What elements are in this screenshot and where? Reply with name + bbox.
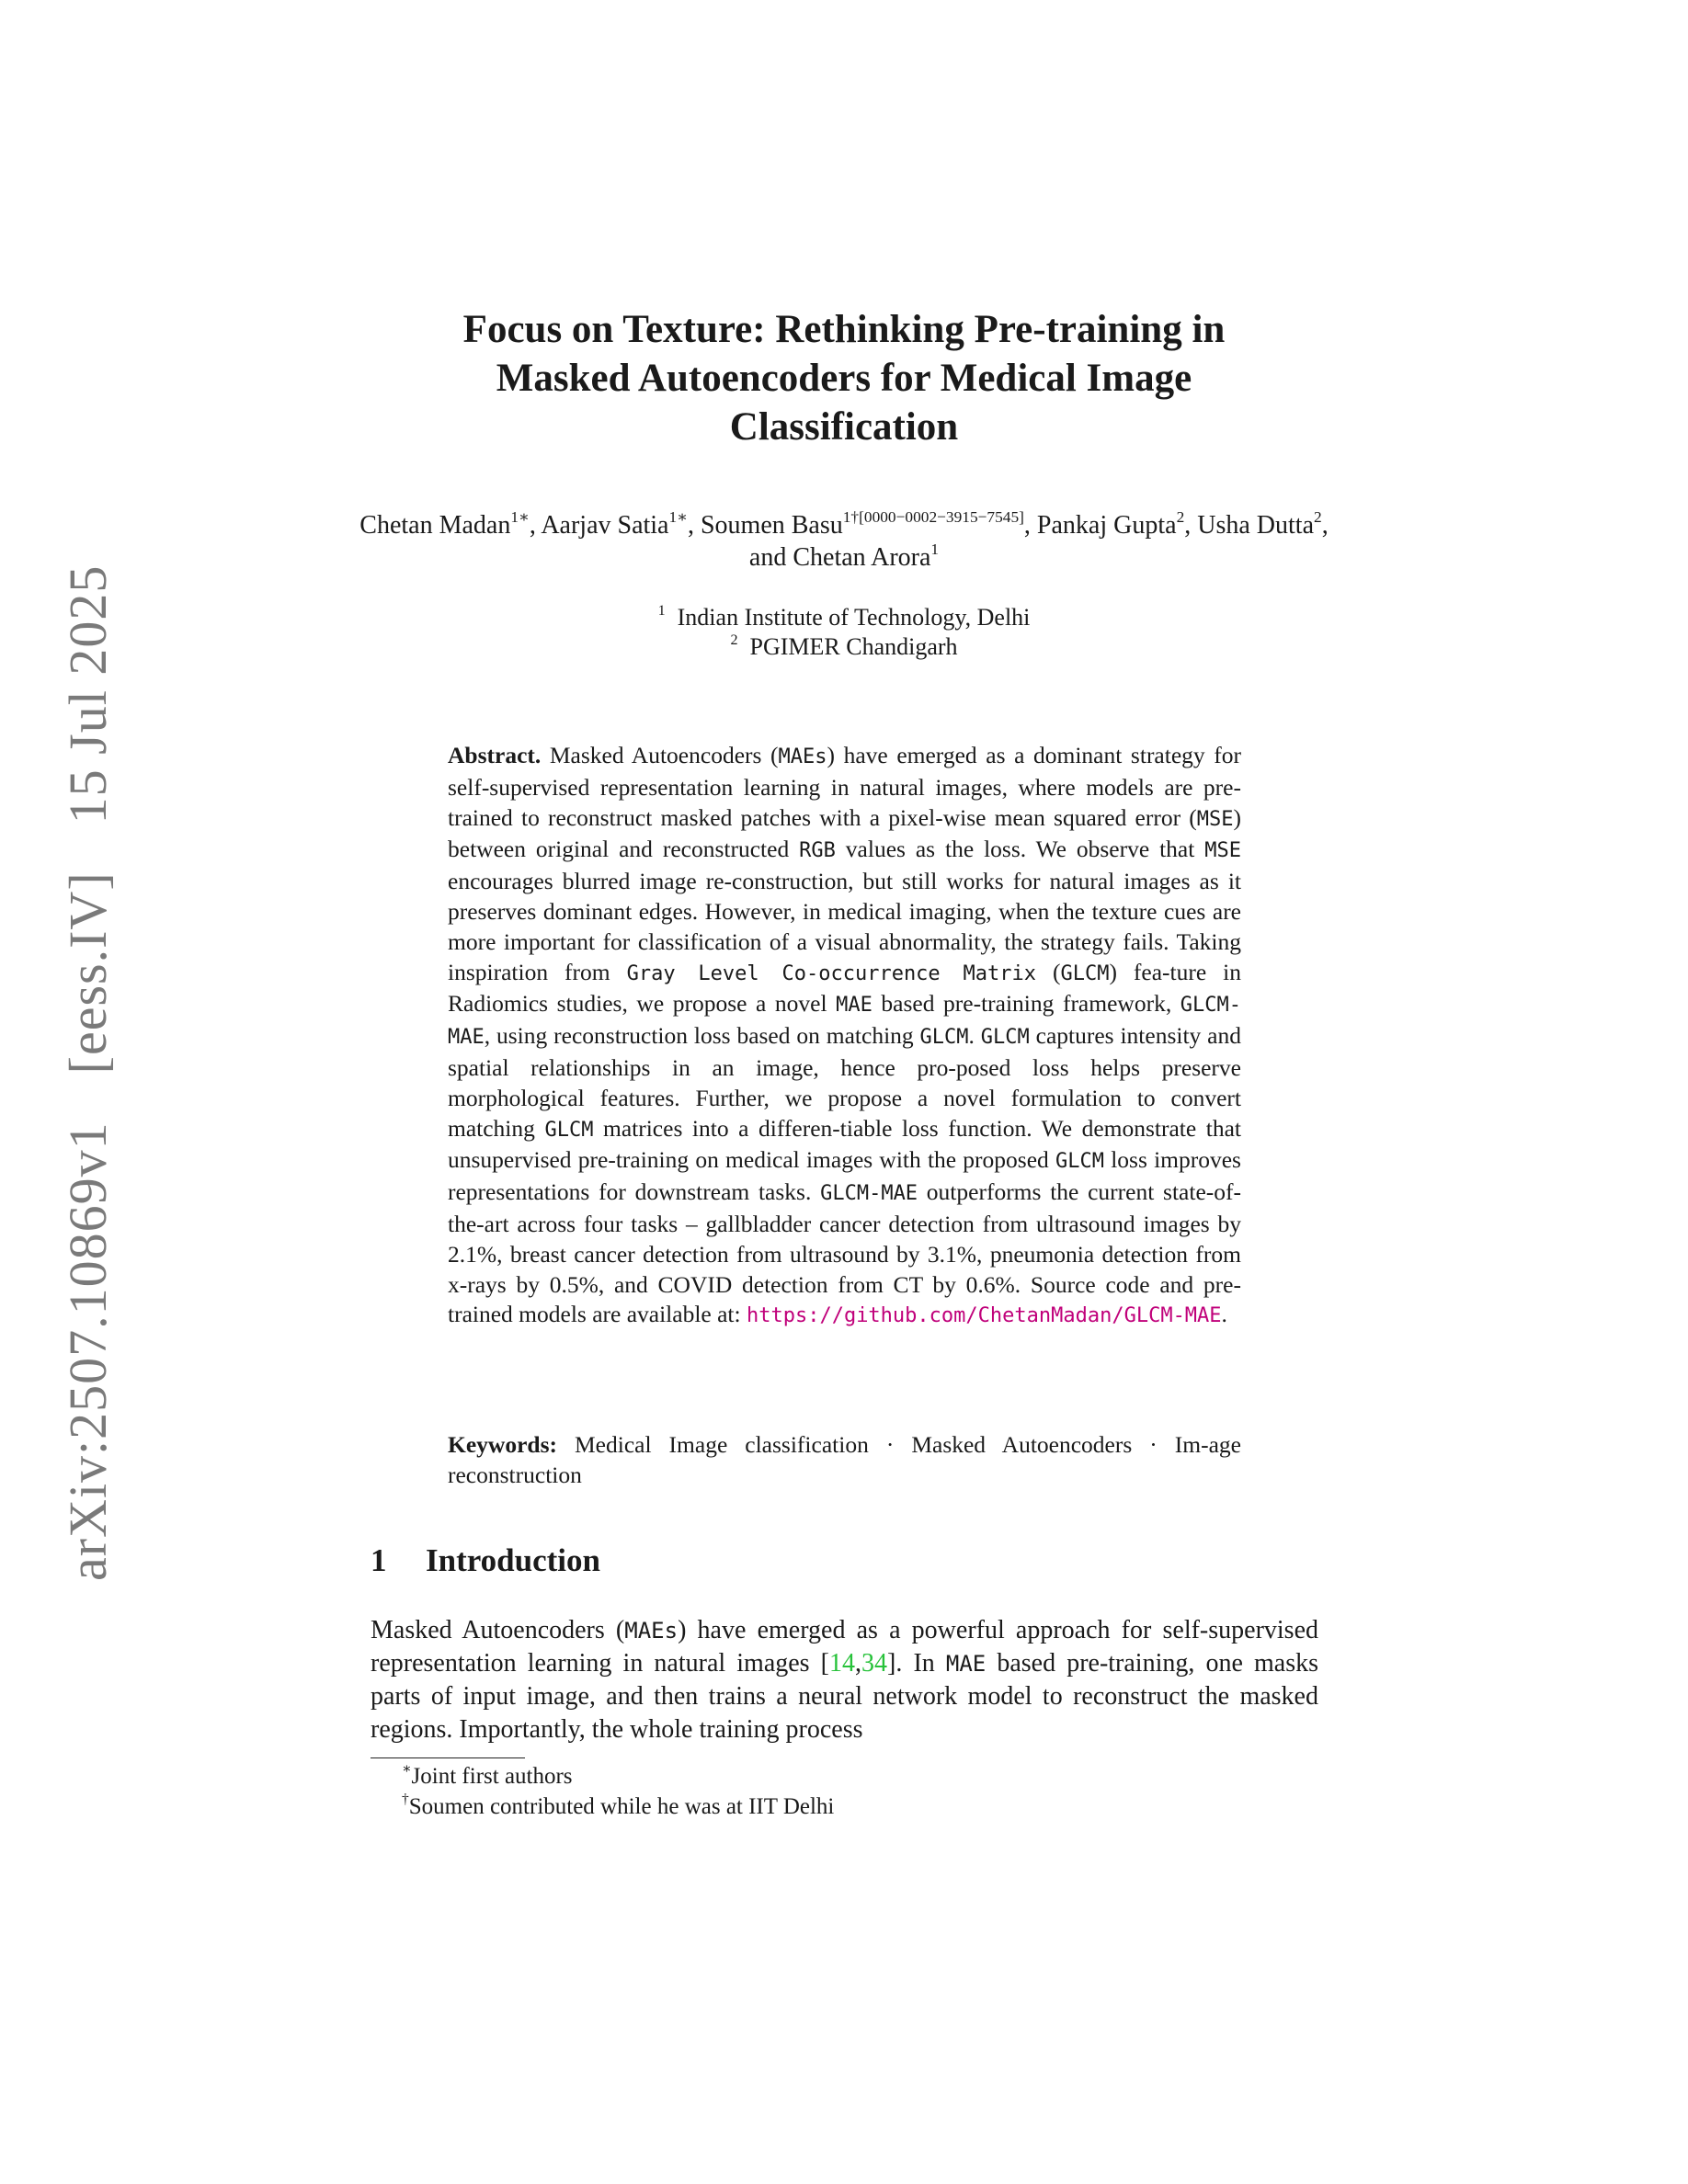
affiliation-number: 1 — [657, 602, 666, 619]
author-name: Pankaj Gupta — [1036, 511, 1177, 540]
body-text: ) have emerged as a powerful approach for self-supervised representation learning in natural images [ — [371, 1616, 1318, 1678]
author-affiliation-mark: 1∗ — [668, 507, 688, 526]
author-conjunction: and — [748, 543, 787, 572]
footnote-divider — [371, 1757, 525, 1758]
author-name: Aarjav Satia — [541, 511, 669, 540]
author-affiliation-mark: 1 — [930, 540, 940, 558]
abstract-label: Abstract. — [448, 742, 542, 768]
body-text: based pre-training, one masks parts of input image, and then trains a neural network model to reconstruct the masked regions. Importantly, the whole training process — [371, 1649, 1318, 1744]
body-text: ]. In — [887, 1649, 946, 1678]
affiliation-name: Indian Institute of Technology, Delhi — [677, 604, 1031, 631]
abstract — [448, 741, 1241, 1332]
abstract-code-term: MAEs — [778, 745, 827, 768]
affiliation-line — [349, 603, 1339, 632]
abstract-text: values as the loss. We observe that — [835, 836, 1205, 863]
abstract-text: based pre-training framework, — [872, 990, 1180, 1018]
abstract-text: ) have emerged as a dominant strategy for self-supervised representation learning in natural images, where models are pre-trained to reconstruct masked patches with a pixel-wise mean squared error ( — [448, 742, 1241, 831]
keywords-label: Keywords: — [448, 1431, 557, 1458]
code-repository-link[interactable]: https://github.com/ChetanMadan/GLCM-MAE — [746, 1304, 1222, 1328]
footnotes — [402, 1761, 834, 1822]
body-text: Masked Autoencoders ( — [371, 1616, 625, 1644]
abstract-code-term: GLCM — [919, 1026, 969, 1050]
abstract-text: captures intensity and spatial relationships in an image, hence pro-posed loss helps preserve morphological features. Further, we propose a novel formulation to convert matching — [448, 1022, 1242, 1142]
section-number: 1 — [371, 1542, 387, 1578]
abstract-text: encourages blurred image re-construction, but still works for natural images as it preserves dominant edges. However, in medical imaging, when the texture cues are more important for classification of a visual abnormality, the strategy fails. Taking inspiration from — [448, 868, 1241, 985]
introduction-paragraph — [371, 1614, 1318, 1746]
affiliations — [349, 603, 1339, 662]
paper-title — [349, 305, 1339, 451]
footnote-text: Soumen contributed while he was at IIT Delhi — [408, 1794, 835, 1819]
author-name: Chetan Madan — [359, 511, 511, 540]
title-line: Masked Autoencoders for Medical Image — [496, 357, 1192, 400]
arxiv-id: arXiv:2507.10869v1 — [58, 1121, 118, 1581]
author-name: Chetan Arora — [793, 543, 931, 572]
abstract-text: matrices into a differen-tiable loss function. We demonstrate that unsupervised pre-training on medical images with the proposed — [448, 1114, 1241, 1174]
author-affiliation-mark: 2 — [1176, 507, 1185, 526]
abstract-code-term: RGB — [799, 839, 836, 863]
author-affiliation-mark: 1∗ — [510, 507, 530, 526]
abstract-text: ) fea-ture in Radiomics studies, we propose a novel — [448, 958, 1241, 1018]
abstract-text: , using reconstruction loss based on matching — [484, 1022, 920, 1050]
abstract-text: ( — [1036, 958, 1061, 985]
author-list: Chetan Madan$^{1∗}$, Aarjav Satia$^{1∗}$, Soumen Basu$^{1\dagger[0000-0002-3915-7545]}$, Pankaj Gupta$^2$, Usha Dutta$^2$, and Chetan Arora$^1$ — [359, 507, 1329, 572]
arxiv-date: 15 Jul 2025 — [58, 564, 118, 825]
keywords-text: Medical Image classification · Masked Autoencoders · Im-age reconstruction — [448, 1431, 1241, 1488]
footnote-mark: ∗ — [402, 1761, 412, 1778]
abstract-text: loss improves representations for downstream tasks. — [448, 1146, 1241, 1206]
section-title: Introduction — [426, 1542, 600, 1578]
body-code-term: MAE — [945, 1651, 987, 1678]
abstract-code-term: GLCM — [1055, 1150, 1104, 1174]
affiliation-name: PGIMER Chandigarh — [749, 633, 958, 660]
footnote — [402, 1792, 834, 1822]
abstract-code-term: GLCM-MAE — [448, 994, 1241, 1050]
footnote-mark: † — [402, 1792, 409, 1808]
author-name: Soumen Basu — [700, 511, 843, 540]
author-affiliation-mark: 1†[0000−0002−3915−7545] — [842, 507, 1024, 526]
abstract-code-term: GLCM — [544, 1118, 594, 1142]
affiliation-number: 2 — [730, 631, 738, 648]
body-text: , — [855, 1649, 862, 1678]
affiliation-line — [349, 632, 1339, 662]
footnote — [402, 1761, 834, 1792]
title-line: Focus on Texture: Rethinking Pre-training in — [462, 308, 1226, 351]
arxiv-sidebar-stamp — [57, 565, 119, 1581]
abstract-code-term: GLCM-MAE — [820, 1182, 918, 1206]
abstract-code-term: Gray Level Co-occurrence Matrix — [626, 961, 1036, 985]
abstract-text: . — [968, 1022, 981, 1050]
keywords — [448, 1430, 1241, 1491]
abstract-text: Masked Autoencoders ( — [549, 742, 779, 768]
section-heading-introduction — [371, 1542, 600, 1579]
abstract-text: ) between original and reconstructed — [448, 803, 1241, 863]
abstract-code-term: MSE — [1204, 839, 1241, 863]
abstract-text: . — [1221, 1301, 1227, 1328]
author-affiliation-mark: 2 — [1314, 507, 1322, 526]
body-code-term: MAEs — [624, 1618, 679, 1644]
abstract-text: outperforms the current state-of-the-art across four tasks – gallbladder cancer detection from ultrasound images by 2.1%, breast cancer detection from ultrasound by 3.1%, pneumonia detection from x-rays by 0.5%, and COVID detection from CT by 0.6%. Source code and pre-trained models are available at: — [448, 1178, 1241, 1328]
footnote-text: Joint first authors — [411, 1764, 573, 1789]
title-line: Classification — [729, 405, 959, 449]
arxiv-category: [eess.IV] — [58, 871, 118, 1075]
abstract-code-term: MSE — [1196, 807, 1234, 831]
citation-link[interactable]: 34 — [861, 1649, 888, 1678]
abstract-code-term: GLCM — [1060, 961, 1110, 985]
author-name: Usha Dutta — [1197, 511, 1315, 540]
abstract-code-term: MAE — [836, 994, 873, 1018]
citation-link[interactable]: 14 — [829, 1649, 856, 1678]
abstract-code-term: GLCM — [980, 1026, 1030, 1050]
